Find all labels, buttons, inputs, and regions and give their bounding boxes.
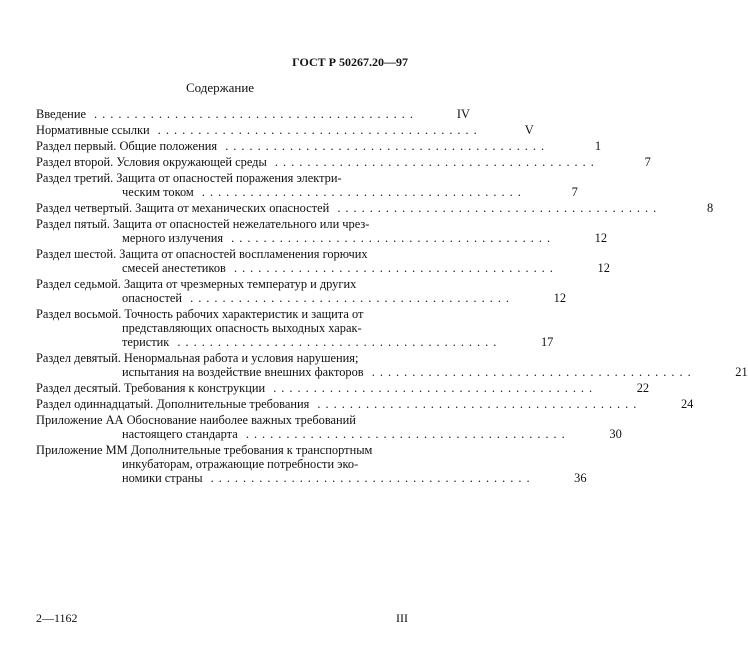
- toc-entry-line-text: Раздел десятый. Требования к конструкции: [36, 381, 266, 395]
- dot-leader: ........................................: [149, 123, 482, 137]
- toc-entry-text: [36, 155, 625, 169]
- toc-entry-text: [36, 123, 508, 137]
- toc-page-number: 22: [636, 381, 650, 395]
- toc-entry-line: [36, 365, 696, 379]
- toc-entry: [36, 397, 694, 411]
- toc-page-number: 21: [735, 365, 748, 379]
- toc-entry-text: [36, 201, 687, 215]
- toc-entry-line: [36, 201, 661, 215]
- toc-entry: [36, 139, 602, 153]
- toc-entry-line: [36, 307, 501, 321]
- toc-entry-line-text: Приложение АА Обоснование наиболее важных требований: [36, 413, 356, 427]
- dot-leader: ........................................: [363, 365, 696, 379]
- dot-leader: ........................................: [85, 107, 418, 121]
- toc-entry: [36, 277, 567, 305]
- toc-entry-line-text: Введение: [36, 107, 86, 121]
- dot-leader: ........................................: [266, 155, 599, 169]
- toc-entry: [36, 217, 608, 245]
- toc-entry-line-text: испытания на воздействие внешних факторов: [122, 365, 364, 379]
- toc-page-number: 7: [571, 185, 578, 199]
- toc-entry-text: [36, 171, 552, 199]
- toc-entry-line-text: теристик: [122, 335, 170, 349]
- toc-page-number: 24: [680, 397, 694, 411]
- toc-entry-text: [36, 139, 575, 153]
- toc-entry-line-text: Раздел первый. Общие положения: [36, 139, 218, 153]
- toc-page-number: 1: [594, 139, 602, 153]
- toc-entry-text: [36, 413, 596, 441]
- toc-entry-line: [36, 413, 570, 427]
- toc-entry-line-text: Раздел шестой. Защита от опасностей воспламенения горючих: [36, 247, 368, 261]
- toc-entry-line-text: настоящего стандарта: [122, 427, 238, 441]
- toc-entry: [36, 307, 554, 349]
- toc-entry-line: [36, 217, 555, 231]
- toc-entry-text: [36, 277, 540, 305]
- dot-leader: ........................................: [193, 185, 526, 199]
- toc-entry-line-text: смесей анестетиков: [122, 261, 226, 275]
- toc-entry-text: [36, 351, 722, 379]
- dot-leader: ........................................: [217, 139, 550, 153]
- toc-page-number: 36: [574, 471, 587, 485]
- toc-entry-text: [36, 307, 527, 349]
- toc-entry-line: [36, 471, 535, 485]
- toc-entry-line: [36, 427, 570, 441]
- toc-page-number: 12: [553, 291, 567, 305]
- toc-entry: [36, 123, 534, 137]
- toc-entry-line: [36, 139, 549, 153]
- toc-page-number: 17: [540, 335, 554, 349]
- page-title: Содержание: [185, 80, 255, 95]
- dot-leader: ........................................: [223, 231, 556, 245]
- dot-leader: ........................................: [265, 381, 598, 395]
- toc-entry-line: [36, 381, 597, 395]
- toc-entry-line-text: номики страны: [122, 471, 203, 485]
- toc-entry-line: [36, 185, 526, 199]
- toc-entry: [36, 107, 470, 121]
- toc-entry-line: [36, 351, 696, 365]
- toc-entry-text: [36, 397, 667, 411]
- page-number: III: [396, 611, 408, 625]
- toc-entry-line-text: Раздел третий. Защита от опасностей поражения электри-: [36, 171, 342, 185]
- toc-entry: [36, 413, 622, 441]
- toc-entry-line-text: Раздел девятый. Ненормальная работа и условия нарушения;: [36, 351, 359, 365]
- toc-entry: [36, 155, 651, 169]
- toc-entry-line-text: Раздел второй. Условия окружающей среды: [36, 155, 267, 169]
- dot-leader: ........................................: [202, 471, 535, 485]
- dot-leader: ........................................: [169, 335, 502, 349]
- toc-entry-text: [36, 107, 444, 121]
- toc-entry-line-text: Раздел восьмой. Точность рабочих характеристик и защита от: [36, 307, 364, 321]
- toc-entry-line: [36, 261, 558, 275]
- toc-entry-line-text: Нормативные ссылки: [36, 123, 150, 137]
- toc-entry-line: [36, 231, 555, 245]
- toc-entry-line-text: Приложение ММ Дополнительные требования к транспортным: [36, 443, 373, 457]
- toc-entry-line-text: представляющих опасность выходных харак-: [122, 321, 362, 335]
- toc-entry-line: [36, 171, 526, 185]
- dot-leader: ........................................: [237, 427, 570, 441]
- toc-entry-line: [36, 443, 535, 457]
- toc-page-number: IV: [456, 107, 470, 121]
- toc-entry-line: [36, 155, 599, 169]
- toc-entry-text: [36, 443, 561, 485]
- toc-entry-line: [36, 335, 501, 349]
- toc-entry-line: [36, 247, 558, 261]
- toc-entry: [36, 201, 714, 215]
- dot-leader: ........................................: [329, 201, 662, 215]
- toc-entry-line: [36, 277, 514, 291]
- toc-entry-line: [36, 107, 418, 121]
- toc-entry: [36, 351, 748, 379]
- toc-entry-line: [36, 321, 501, 335]
- toc-entry-text: [36, 381, 623, 395]
- toc-page-number: 12: [597, 261, 610, 275]
- toc-entry-text: [36, 217, 581, 245]
- toc-entry-line-text: ческим током: [122, 185, 194, 199]
- footer-code: 2—1162: [36, 611, 78, 625]
- toc-entry: [36, 171, 578, 199]
- toc-page-number: 30: [609, 427, 622, 441]
- toc-entry: [36, 381, 650, 395]
- dot-leader: ........................................: [309, 397, 642, 411]
- toc-page-number: 8: [707, 201, 714, 215]
- toc-entry: [36, 443, 587, 485]
- toc-entry-text: [36, 247, 584, 275]
- dot-leader: ........................................: [225, 261, 558, 275]
- dot-leader: ........................................: [182, 291, 515, 305]
- toc-entry-line-text: мерного излучения: [122, 231, 224, 245]
- toc-entry-line-text: Раздел одиннадцатый. Дополнительные требования: [36, 397, 310, 411]
- toc-page-number: 7: [644, 155, 651, 169]
- toc-entry-line-text: Раздел четвертый. Защита от механических опасностей: [36, 201, 330, 215]
- toc-entry-line-text: опасностей: [122, 291, 183, 305]
- toc-entry-line: [36, 123, 482, 137]
- toc-entry-line: [36, 397, 641, 411]
- toc-entry-line-text: Раздел седьмой. Защита от чрезмерных температур и других: [36, 277, 357, 291]
- standard-code: ГОСТ Р 50267.20—97: [292, 55, 408, 69]
- toc-page-number: 12: [594, 231, 608, 245]
- toc-entry-line-text: инкубаторам, отражающие потребности эко-: [122, 457, 359, 471]
- toc-entry-line-text: Раздел пятый. Защита от опасностей нежелательного или чрез-: [36, 217, 370, 231]
- table-of-contents: [36, 107, 748, 487]
- toc-entry-line: [36, 291, 514, 305]
- toc-page-number: V: [524, 123, 534, 137]
- toc-entry-line: [36, 457, 535, 471]
- toc-entry: [36, 247, 610, 275]
